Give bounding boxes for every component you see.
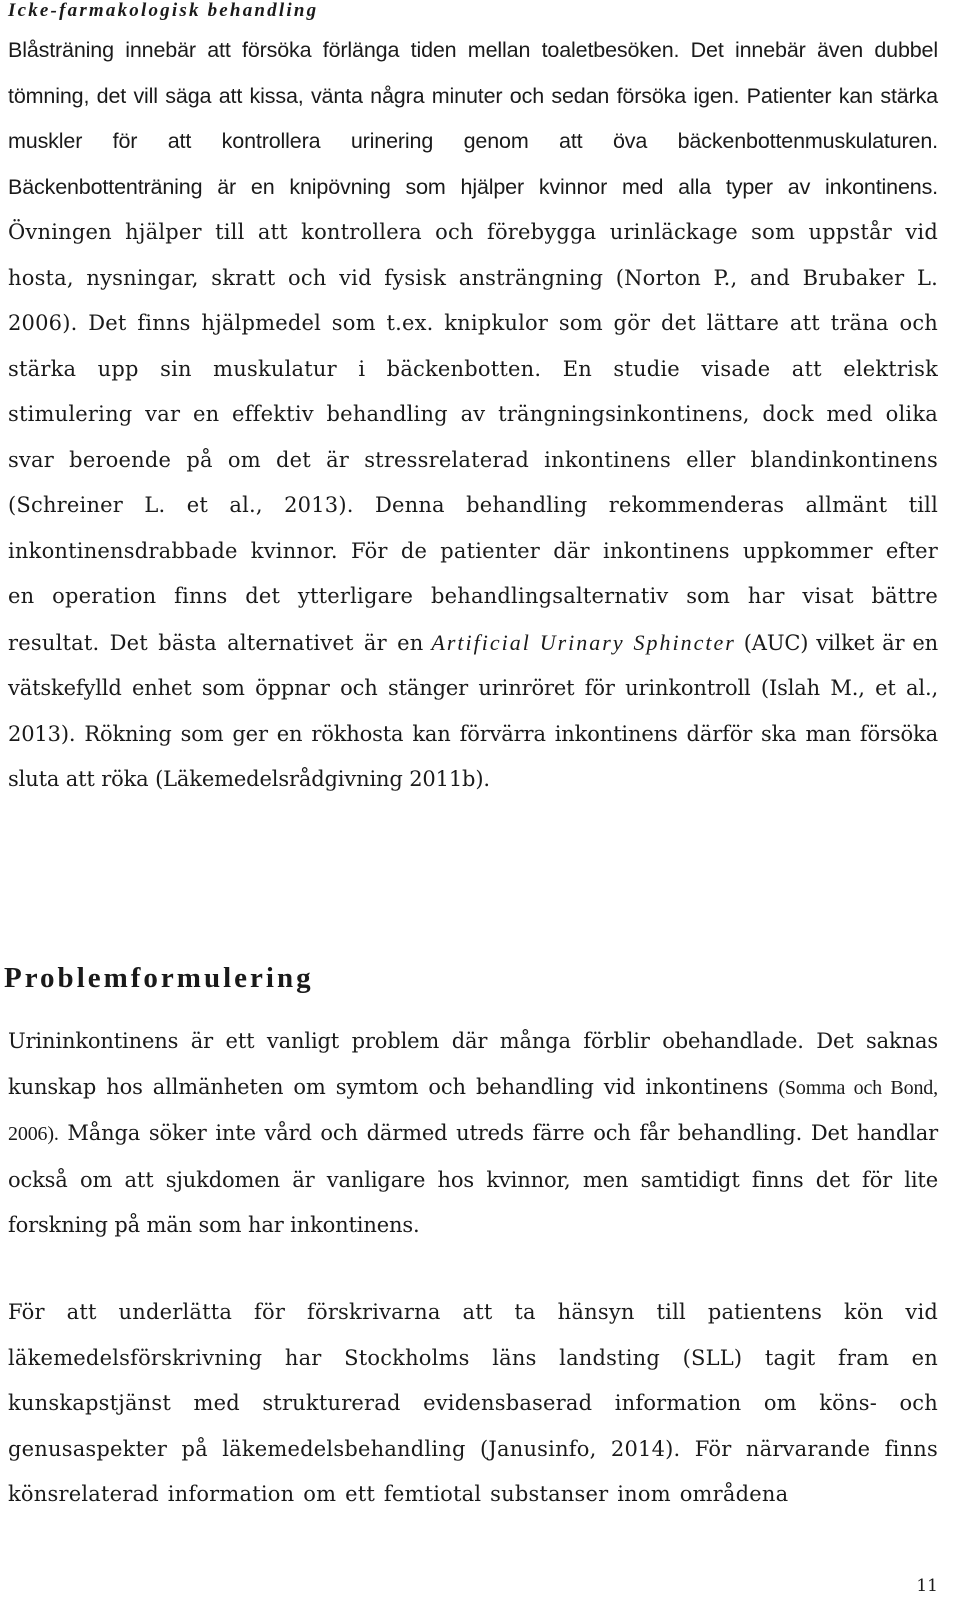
term-italic: Artificial Urinary Sphincter	[431, 629, 736, 655]
paragraph-problem	[8, 1019, 938, 1249]
paragraph-prescribers: För att underlätta för förskrivarna att ta hänsyn till patientens kön vid läkemedelsförskrivning har Stockholms läns landsting (SLL) tagit fram en kunskapstjänst med strukturerad evidensbaserad information om köns- och genusaspekter på läkemedelsbehandling (Janusinfo, 2014). För närvarande finns könsrelaterad information om ett femtiotal substanser inom områdena	[8, 1300, 938, 1506]
page-number: 11	[916, 1576, 938, 1596]
paragraph-treatment	[8, 28, 938, 803]
citation: (Somma och Bond, 2006).	[8, 1076, 938, 1145]
paragraph-text: Övningen hjälper till att kontrollera och förebygga urinläckage som uppstår vid hosta, nysningar, skratt och vid fysisk ansträngning (Norton P., and Brubaker L. 2006). Det finns hjälpmedel som t.ex. knipkulor som gör det lättare att träna och stärka upp sin muskulatur i bäckenbotten. En studie visade att elektrisk stimulering var en effektiv behandling av trängningsinkontinens, dock med olika svar beroende på om det är stressrelaterad inkontinens eller blandinkontinens (Schreiner L. et al., 2013). Denna behandling rekommenderas allmänt till inkontinensdrabbade kvinnor. För de patienter där inkontinens uppkommer efter en operation finns det ytterligare behandlingsalternativ som har visat bättre resultat. Det bästa alternativet är en	[8, 220, 938, 655]
paragraph-text: (AUC) vilket är en vätskefylld enhet som öppnar och stänger urinröret för urinkontroll (Islah M., et al., 2013). Rökning som ger en rökhosta kan förvärra inkontinens därför ska man försöka sluta att röka (Läkemedelsrådgivning 2011b).	[8, 630, 938, 791]
paragraph-text: Urininkontinens är ett vanligt problem där många förblir obehandlade. Det saknas kunskap hos allmänheten om symtom och behandling vid inkontinens	[8, 1029, 938, 1099]
paragraph-text: Många söker inte vård och därmed utreds färre och får behandling. Det handlar också om att sjukdomen är vanligare hos kvinnor, men samtidigt finns det för lite forskning på män som har inkontinens.	[8, 1121, 938, 1237]
heading-problemformulering: Problemformulering	[4, 962, 314, 994]
section-label: Icke-farmakologisk behandling	[8, 0, 319, 21]
paragraph-text: Blåsträning innebär att försöka förlänga tiden mellan toaletbesöken. Det innebär även dubbel tömning, det vill säga att kissa, vänta några minuter och sedan försöka igen. Patienter kan stärka muskler för att kontrollera urinering genom att öva bäckenbottenmuskulaturen. Bäckenbottenträning är en knipövning som hjälper kvinnor med alla typer av inkontinens.	[8, 38, 938, 199]
